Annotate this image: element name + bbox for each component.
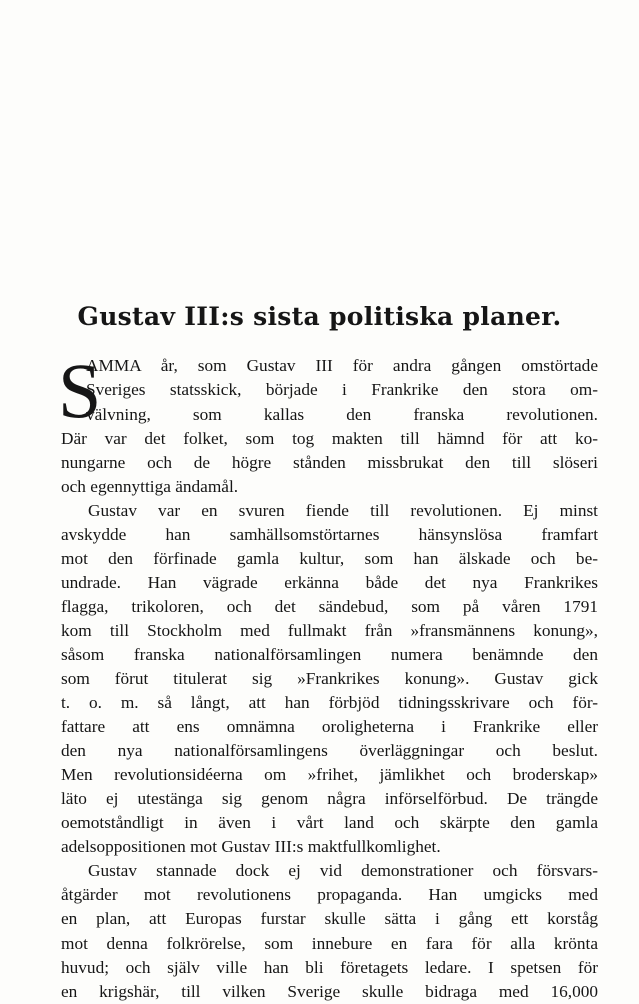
- paragraph-line: Sveriges statsskick, började i Frankrike den stora om-: [86, 380, 598, 399]
- paragraph-line: flagga, trikoloren, och det sändebud, som på våren 1791: [61, 597, 598, 616]
- paragraph-line: läto ej utestänga sig genom några införselförbud. De trängde: [61, 789, 598, 808]
- paragraph-line: Där var det folket, som tog makten till hämnd för att ko-: [61, 429, 598, 448]
- paragraph-line: mot den förfinade gamla kultur, som han älskade och be-: [61, 549, 598, 568]
- chapter-title: Gustav III:s sista politiska planer.: [77, 302, 562, 331]
- paragraph-line: såsom franska nationalförsamlingen numera benämnde den: [61, 645, 598, 664]
- paragraph-line: t. o. m. så långt, att han förbjöd tidningsskrivare och för-: [61, 693, 598, 712]
- paragraph-line: undrade. Han vägrade erkänna både det nya Frankrikes: [61, 573, 598, 592]
- paragraph-line: avskydde han samhällsomstörtarnes hänsynslösa framfart: [61, 525, 598, 544]
- paragraph-line: som förut titulerat sig »Frankrikes konung». Gustav gick: [61, 669, 598, 688]
- paragraph-line: Gustav stannade dock ej vid demonstrationer och försvars-: [88, 861, 598, 880]
- paragraph-line: nungarne och de högre stånden missbrukat den till slöseri: [61, 453, 598, 472]
- paragraph-line: åtgärder mot revolutionens propaganda. Han umgicks med: [61, 885, 598, 905]
- paragraph-line: huvud; och själv ville han bli företagets ledare. I spetsen för: [61, 957, 598, 977]
- paragraph-line: AMMA år, som Gustav III för andra gången omstörtade: [86, 356, 598, 375]
- paragraph-line: en plan, att Europas furstar skulle sätta i gång ett korståg: [61, 909, 598, 929]
- drop-cap: S: [58, 347, 102, 434]
- paragraph-line: oemotståndligt in även i vårt land och skärpte den gamla: [61, 813, 598, 832]
- paragraph-line: och egennyttiga ändamål.: [61, 477, 239, 496]
- paragraph-line: kom till Stockholm med fullmakt från »fransmännens konung»,: [61, 621, 598, 640]
- paragraph-line: den nya nationalförsamlingens överläggningar och beslut.: [61, 741, 598, 760]
- paragraph-line: välvning, som kallas den franska revolutionen.: [86, 405, 598, 424]
- paragraph-line: Gustav var en svuren fiende till revolutionen. Ej minst: [88, 501, 598, 520]
- paragraph-line: mot denna folkrörelse, som innebure en fara för alla krönta: [61, 933, 598, 953]
- paragraph-line: fattare att ens omnämna oroligheterna i Frankrike eller: [61, 717, 598, 736]
- paragraph-line: Men revolutionsidéerna om »frihet, jämlikhet och broderskap»: [61, 765, 598, 784]
- paragraph-line: en krigshär, till vilken Sverige skulle bidraga med 16,000: [61, 982, 598, 1001]
- paragraph-line: adelsoppositionen mot Gustav III:s maktfullkomlighet.: [61, 837, 441, 856]
